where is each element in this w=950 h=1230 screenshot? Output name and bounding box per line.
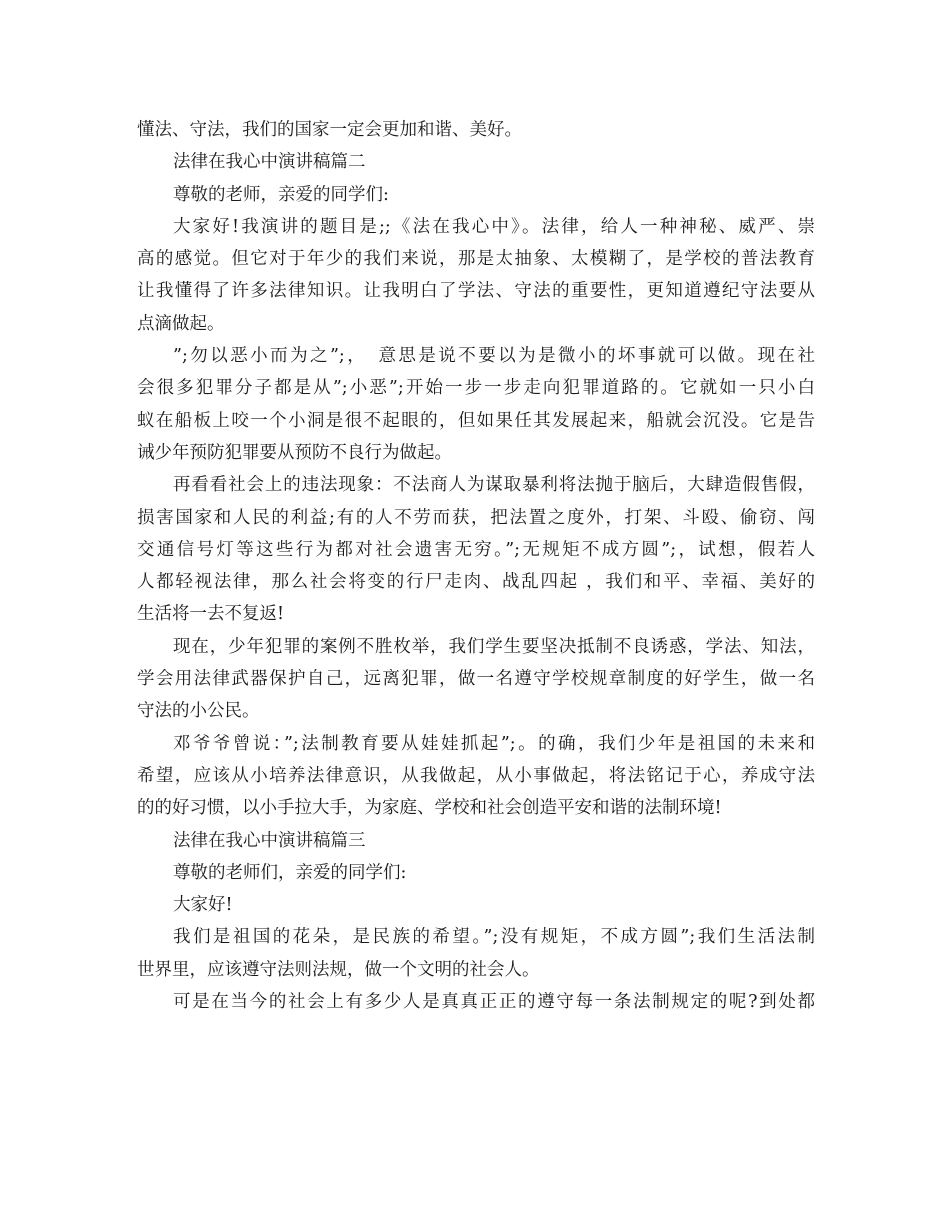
text-line: ”;勿以恶小而为之”;， 意思是说不要以为是微小的坏事就可以做。现在社 xyxy=(173,346,815,367)
text-line: 可是在当今的社会上有多少人是真真正正的遵守每一条法制规定的呢?到处都 xyxy=(173,992,815,1013)
text-line: 损害国家和人民的利益;有的人不劳而获，把法置之度外，打架、斗殴、偷窃、闯 xyxy=(137,507,815,528)
text-line: 诫少年预防犯罪要从预防不良行为做起。 xyxy=(137,442,452,463)
text-line: 世界里，应该遵守法则法规，做一个文明的社会人。 xyxy=(137,959,540,980)
text-line: 生活将一去不复返! xyxy=(137,604,285,625)
text-line: 尊敬的老师，亲爱的同学们: xyxy=(173,184,389,205)
text-line: 再看看社会上的违法现象：不法商人为谋取暴利将法抛于脑后，大肆造假售假， xyxy=(173,475,815,496)
text-line: 我们是祖国的花朵，是民族的希望。”;没有规矩，不成方圆”;我们生活法制 xyxy=(173,927,815,948)
text-line: 法律在我心中演讲稿篇二 xyxy=(173,152,366,173)
text-line: 希望，应该从小培养法律意识，从我做起，从小事做起，将法铭记于心，养成守法 xyxy=(137,765,815,786)
document-page xyxy=(137,114,815,1018)
text-line: 让我懂得了许多法律知识。让我明白了学法、守法的重要性，更知道遵纪守法要从 xyxy=(137,281,815,302)
text-line: 点滴做起。 xyxy=(137,313,225,334)
text-line: 高的感觉。但它对于年少的我们来说，那是太抽象、太模糊了，是学校的普法教育 xyxy=(137,249,815,270)
text-line: 大家好!我演讲的题目是;;《法在我心中》。法律，给人一种神秘、威严、崇 xyxy=(173,216,815,237)
text-line: 的的好习惯，以小手拉大手，为家庭、学校和社会创造平安和谐的法制环境! xyxy=(137,798,722,819)
text-line: 尊敬的老师们，亲爱的同学们: xyxy=(173,862,407,883)
text-line: 蚁在船板上咬一个小洞是很不起眼的，但如果任其发展起来，船就会沉没。它是告 xyxy=(137,410,815,431)
text-line: 守法的小公民。 xyxy=(137,701,260,722)
text-line: 学会用法律武器保护自己，远离犯罪，做一名遵守学校规章制度的好学生，做一名 xyxy=(137,669,815,690)
text-line: 现在，少年犯罪的案例不胜枚举，我们学生要坚决抵制不良诱惑，学法、知法， xyxy=(173,636,815,657)
text-line: 邓爷爷曾说：”;法制教育要从娃娃抓起”;。的确，我们少年是祖国的未来和 xyxy=(173,733,815,754)
text-line: 懂法、守法，我们的国家一定会更加和谐、美好。 xyxy=(137,120,522,140)
text-line: 交通信号灯等这些行为都对社会遗害无穷。”;无规矩不成方圆”;，试想，假若人 xyxy=(137,539,815,560)
text-line: 法律在我心中演讲稿篇三 xyxy=(173,830,366,851)
text-line: 人都轻视法律，那么社会将变的行尸走肉、战乱四起 ，我们和平、幸福、美好的 xyxy=(137,572,815,593)
text-line: 会很多犯罪分子都是从”;小恶”;开始一步一步走向犯罪道路的。它就如一只小白 xyxy=(137,378,815,399)
text-line: 大家好! xyxy=(173,895,233,916)
